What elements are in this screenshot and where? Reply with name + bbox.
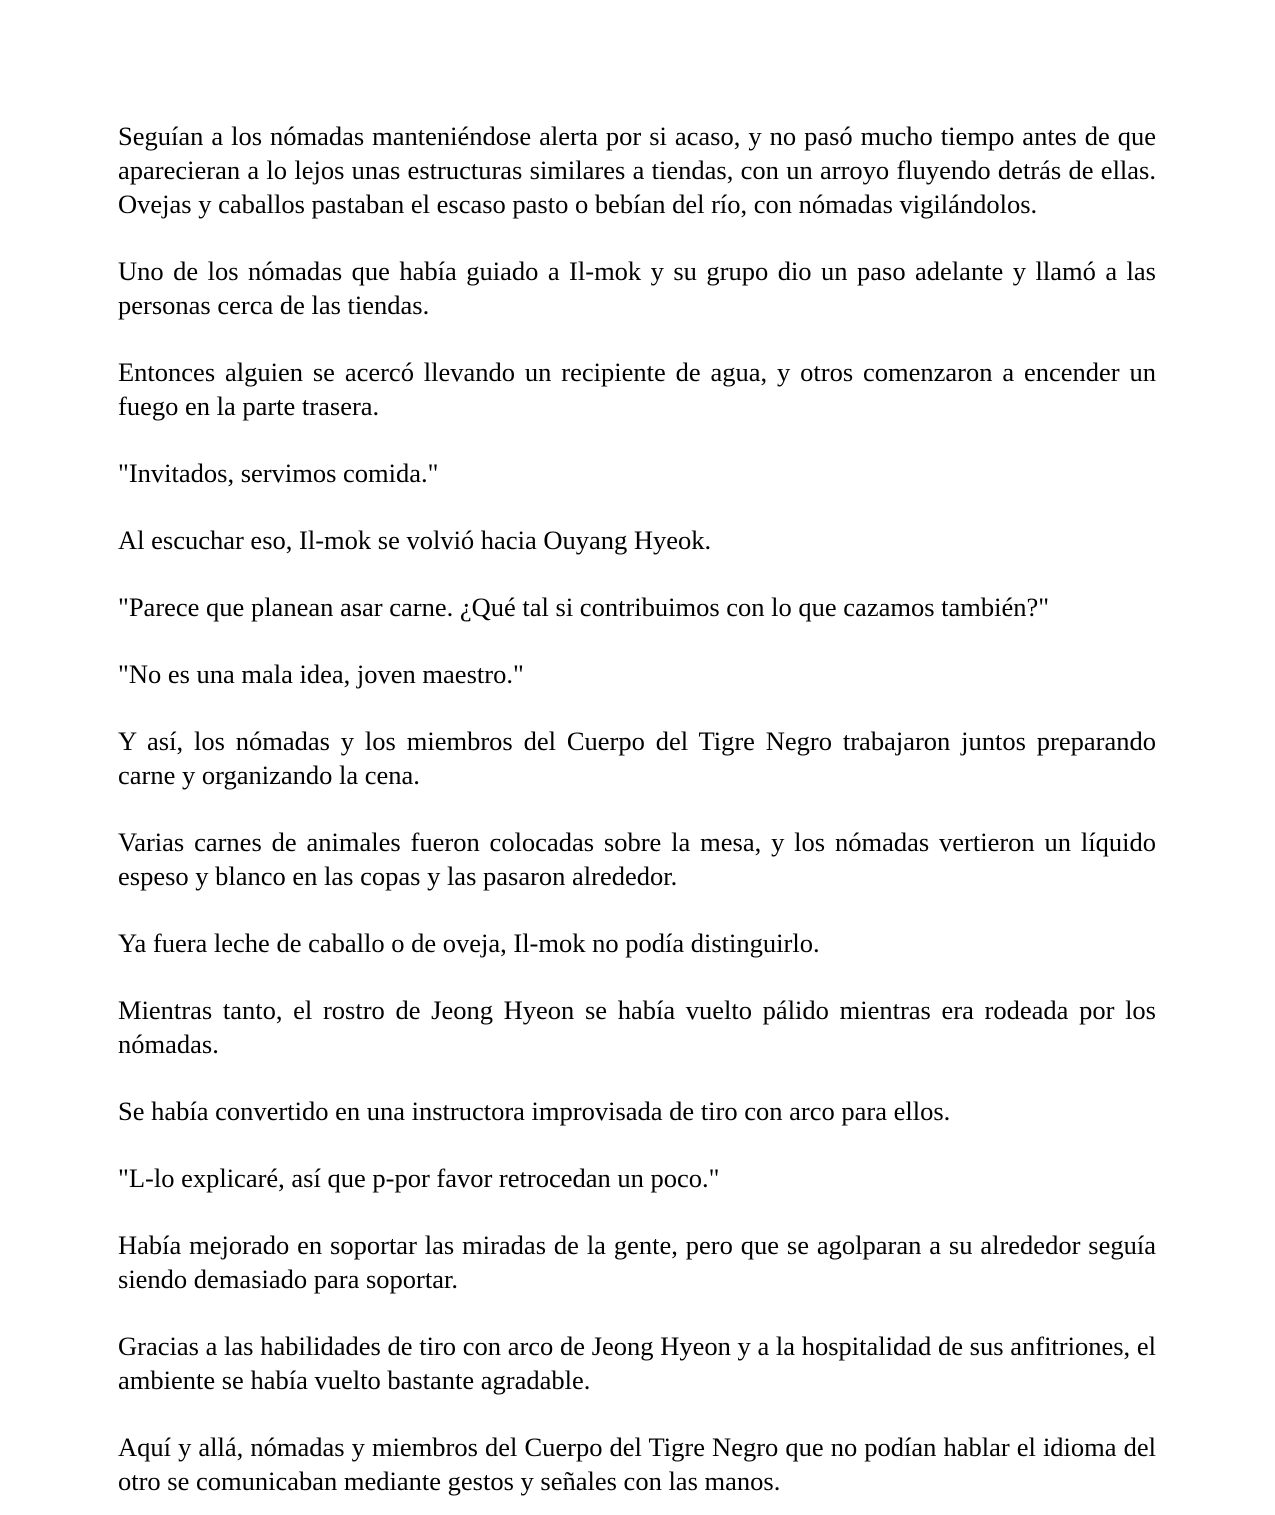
paragraph-9: Varias carnes de animales fueron colocadas sobre la mesa, y los nómadas vertieron un líquido espeso y blanco en las copas y las pasaron alrededor. xyxy=(118,827,1156,891)
paragraph-7: "No es una mala idea, joven maestro." xyxy=(118,659,524,689)
paragraph-11: Mientras tanto, el rostro de Jeong Hyeon se había vuelto pálido mientras era rodeada por los nómadas. xyxy=(118,995,1156,1059)
paragraph-15: Gracias a las habilidades de tiro con arco de Jeong Hyeon y a la hospitalidad de sus anfitriones, el ambiente se había vuelto bastante agradable. xyxy=(118,1331,1156,1395)
paragraph-2: Uno de los nómadas que había guiado a Il-mok y su grupo dio un paso adelante y llamó a las personas cerca de las tiendas. xyxy=(118,256,1156,320)
paragraph-13: "L-lo explicaré, así que p-por favor retrocedan un poco." xyxy=(118,1163,720,1193)
paragraph-10: Ya fuera leche de caballo o de oveja, Il-mok no podía distinguirlo. xyxy=(118,928,820,958)
paragraph-4: "Invitados, servimos comida." xyxy=(118,458,439,488)
paragraph-16: Aquí y allá, nómadas y miembros del Cuerpo del Tigre Negro que no podían hablar el idioma del otro se comunicaban mediante gestos y señales con las manos. xyxy=(118,1432,1156,1496)
paragraph-6: "Parece que planean asar carne. ¿Qué tal si contribuimos con lo que cazamos también?" xyxy=(118,592,1050,622)
paragraph-12: Se había convertido en una instructora improvisada de tiro con arco para ellos. xyxy=(118,1096,951,1126)
document-page xyxy=(118,119,1156,1515)
paragraph-3: Entonces alguien se acercó llevando un recipiente de agua, y otros comenzaron a encender un fuego en la parte trasera. xyxy=(118,357,1156,421)
paragraph-14: Había mejorado en soportar las miradas de la gente, pero que se agolparan a su alrededor seguía siendo demasiado para soportar. xyxy=(118,1230,1156,1294)
paragraph-5: Al escuchar eso, Il-mok se volvió hacia Ouyang Hyeok. xyxy=(118,525,712,555)
paragraph-8: Y así, los nómadas y los miembros del Cuerpo del Tigre Negro trabajaron juntos preparando carne y organizando la cena. xyxy=(118,726,1156,790)
paragraph-1: Seguían a los nómadas manteniéndose alerta por si acaso, y no pasó mucho tiempo antes de que aparecieran a lo lejos unas estructuras similares a tiendas, con un arroyo fluyendo detrás de ellas. Ovejas y caballos pastaban el escaso pasto o bebían del río, con nómadas vigilándolos. xyxy=(118,121,1156,219)
